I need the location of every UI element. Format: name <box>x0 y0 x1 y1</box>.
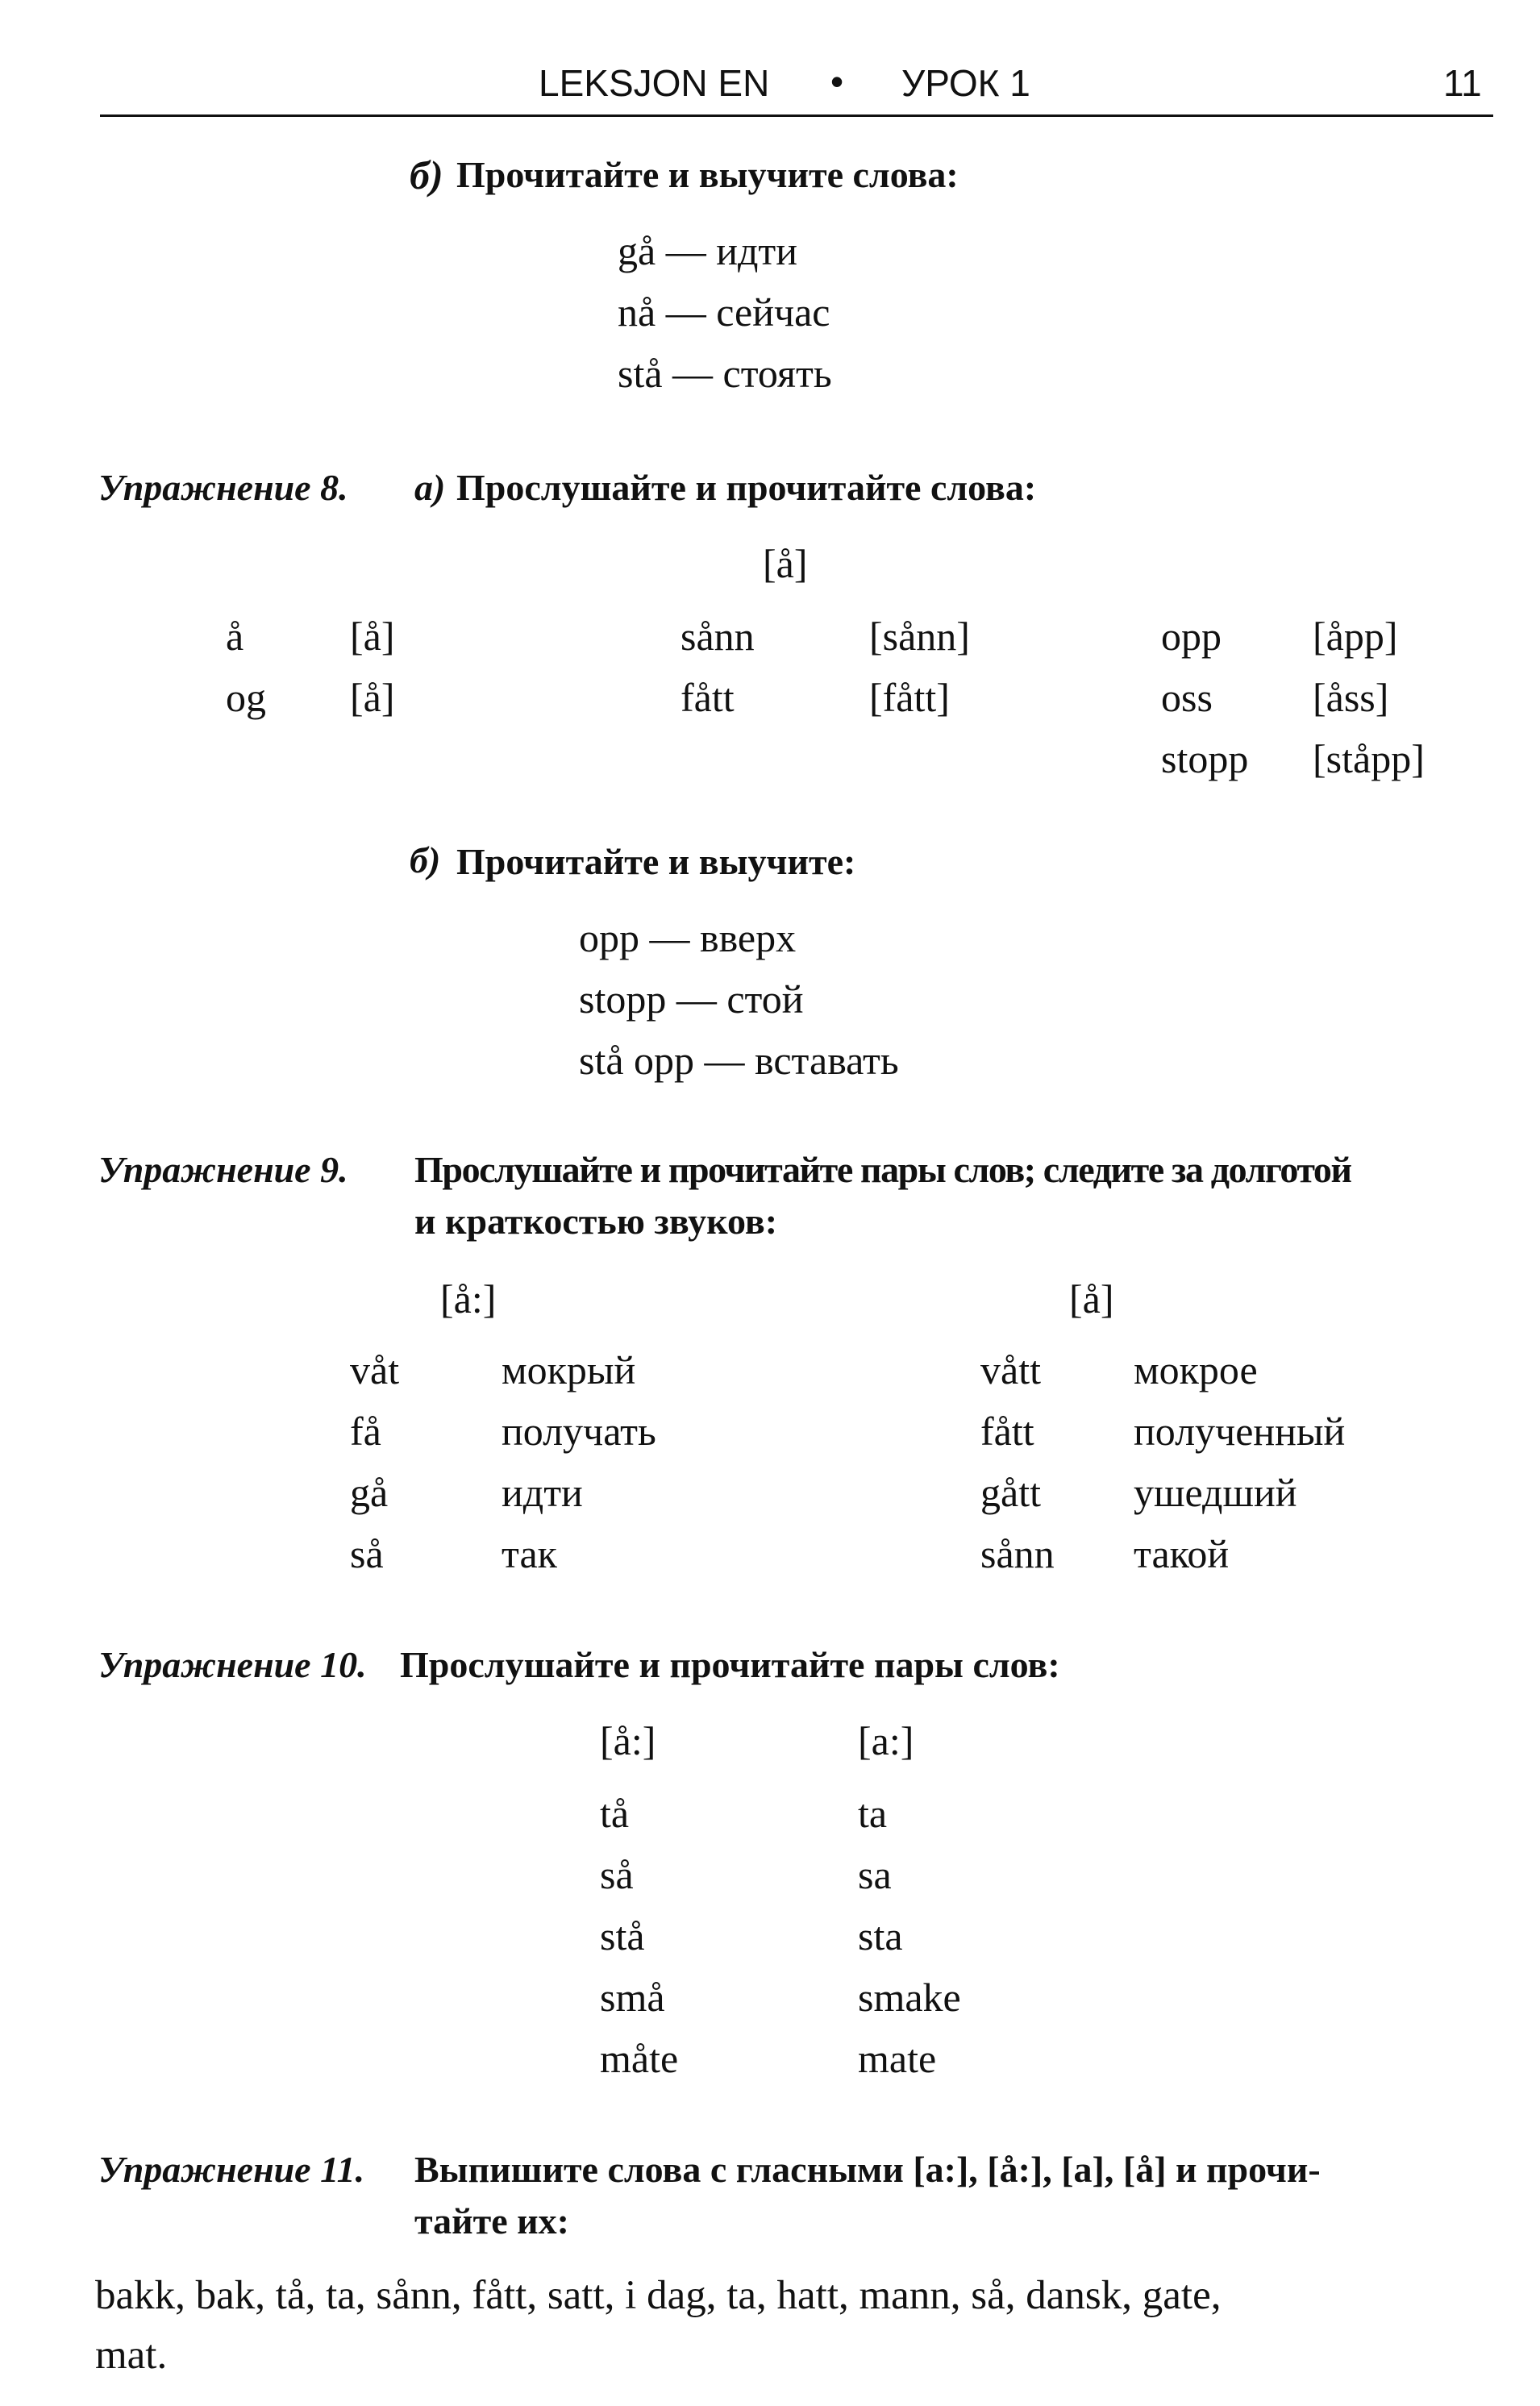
word: stopp <box>1161 736 1249 781</box>
page-number: 11 <box>1443 62 1482 104</box>
word: gått <box>980 1470 1041 1515</box>
column-heading: [a:] <box>858 1718 914 1763</box>
section-marker: б) <box>410 152 443 198</box>
word: sånn <box>681 614 755 659</box>
vocab-item: opp — вверх <box>579 915 797 960</box>
transcription: [fått] <box>869 675 950 720</box>
vocab-item: stopp — стой <box>579 976 804 1022</box>
word: gå <box>350 1470 389 1515</box>
exercise-instruction: Прослушайте и прочитайте слова: <box>456 467 1037 508</box>
transcription: [åss] <box>1313 675 1389 720</box>
word: stå <box>600 1913 645 1959</box>
word: fått <box>980 1409 1034 1454</box>
word: sa <box>858 1852 892 1897</box>
vocab-item: stå opp — вставать <box>579 1038 899 1083</box>
translation: мокрое <box>1134 1347 1258 1392</box>
translation: так <box>502 1531 557 1576</box>
word: måte <box>600 2036 679 2081</box>
sound-heading-long: [å:] <box>440 1276 497 1322</box>
word: å <box>226 614 244 659</box>
exercise-instruction-line1: Прослушайте и прочитайте пары слов; следите за долготой <box>414 1149 1351 1190</box>
exercise-label: Упражнение 8. <box>98 467 348 508</box>
word: tå <box>600 1791 630 1836</box>
word: opp <box>1161 614 1222 659</box>
word: sta <box>858 1913 903 1959</box>
exercise-label: Упражнение 10. <box>98 1644 367 1685</box>
transcription: [sånn] <box>869 614 970 659</box>
header-subtitle: УРОК 1 <box>901 62 1030 104</box>
exercise-text-line2: mat. <box>95 2333 168 2378</box>
transcription: [å] <box>350 675 395 720</box>
sound-heading-short: [å] <box>1069 1276 1114 1322</box>
header-bullet: • <box>830 60 844 102</box>
exercise-label: Упражнение 11. <box>98 2149 365 2190</box>
translation: ушедший <box>1134 1470 1297 1515</box>
sound-heading: [å] <box>763 541 808 586</box>
translation: идти <box>502 1470 583 1515</box>
section-instruction: Прочитайте и выучите слова: <box>456 154 959 195</box>
transcription: [å] <box>350 614 395 659</box>
header-rule <box>100 114 1493 117</box>
word: få <box>350 1409 381 1454</box>
word: små <box>600 1975 665 2020</box>
vocab-item: nå — сейчас <box>618 289 830 335</box>
word: fått <box>681 675 735 720</box>
exercise-text-line1: bakk, bak, tå, ta, sånn, fått, satt, i dag, ta, hatt, mann, så, dansk, gate, <box>95 2273 1222 2318</box>
word: sånn <box>980 1531 1055 1576</box>
exercise-label: Упражнение 9. <box>98 1149 348 1190</box>
transcription: [ståpp] <box>1313 736 1425 781</box>
word: vått <box>980 1347 1041 1392</box>
word: ta <box>858 1791 888 1836</box>
translation: мокрый <box>502 1347 636 1392</box>
transcription: [åpp] <box>1313 614 1398 659</box>
word: smake <box>858 1975 961 2020</box>
exercise-instruction-line2: и краткостью звуков: <box>414 1201 778 1242</box>
translation: полученный <box>1134 1409 1346 1454</box>
vocab-item: stå — стоять <box>618 351 832 396</box>
word: mate <box>858 2036 937 2081</box>
exercise-instruction-line2: тайте их: <box>414 2200 569 2242</box>
word: så <box>600 1852 634 1897</box>
word: og <box>226 675 266 720</box>
word: våt <box>350 1347 400 1392</box>
exercise-instruction-line1: Выпишите слова с гласными [a:], [å:], [a], [å] и прочи- <box>414 2149 1321 2190</box>
column-heading: [å:] <box>600 1718 656 1763</box>
header-title: LEKSJON EN <box>539 62 770 104</box>
section-marker: б) <box>410 839 441 880</box>
exercise-marker: а) <box>414 467 446 508</box>
word: så <box>350 1531 384 1576</box>
exercise-instruction: Прослушайте и прочитайте пары слов: <box>400 1644 1060 1685</box>
section-instruction: Прочитайте и выучите: <box>456 841 856 882</box>
vocab-item: gå — идти <box>618 228 797 273</box>
translation: получать <box>502 1409 656 1454</box>
translation: такой <box>1134 1531 1230 1576</box>
word: oss <box>1161 675 1213 720</box>
